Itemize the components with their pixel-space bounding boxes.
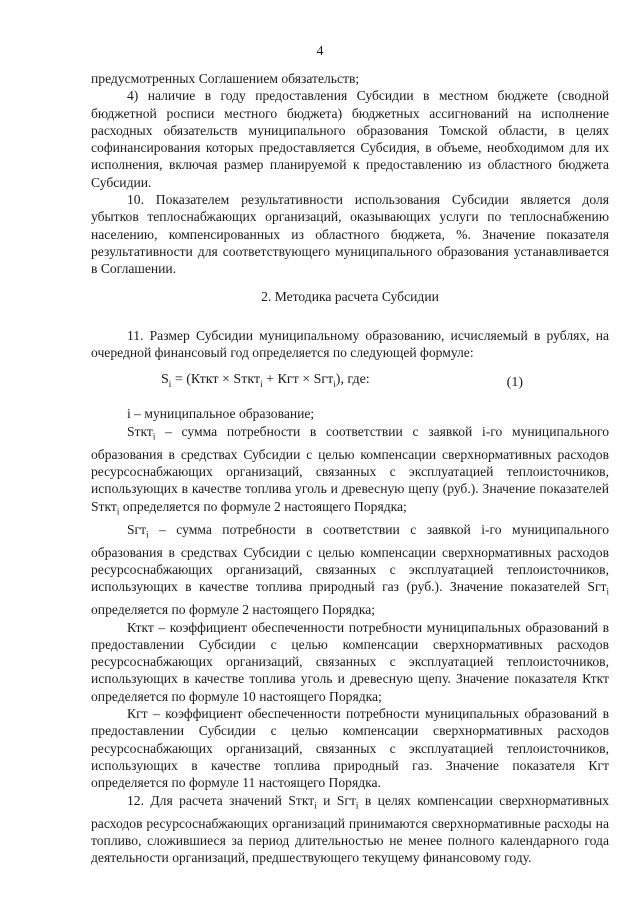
formula-number: (1) [506, 374, 523, 390]
definition-stkt: Sткт$_i$ – сумма потребности в соответствии с заявкой i-го муниципального образования в средствах Субсидии с целью компенсации сверхнормативных расходов ресурсоснабжающих организаций, связанных с эксплуатацией теплоисточников, использующих в качестве топлива уголь и древесную щепу (руб.). Значение показателей Sткт$_i$ определяется по формуле 2 настоящего Порядка; [91, 423, 609, 517]
clause-11-paragraph: 11. Размер Субсидии муниципальному образованию, исчисляемый в рублях, на очередной финансовый год определяется по следующей формуле: [91, 327, 609, 361]
clause-12-paragraph: 12. Для расчета значений Sткт$_i$ и Sгт$_i$ в целях компенсации сверхнормативных расходов ресурсоснабжающих организаций принимаются сверхнормативные расходы на топливо, сложившиеся за период длительностью не менее полного календарного года деятельности организаций, предшествующего текущему финансовому году. [91, 792, 610, 866]
definition-ktkt: Кткт – коэффициент обеспеченности потребности муниципальных образований в предоставлении Субсидии с целью компенсации сверхнормативных расходов ресурсоснабжающих организаций, связанных с эксплуатацией теплоисточников, использующих в качестве топлива уголь и древесную щепу. Значение показателя Кткт определяется по формуле 10 настоящего Порядка; [91, 619, 609, 704]
document-body [91, 70, 609, 866]
section-heading: 2. Методика расчета Субсидии [261, 288, 439, 304]
clause-10-paragraph: 10. Показателем результативности использования Субсидии является доля убытков теплоснабжающих организаций, оказывающих услуги по теплоснабжению населению, компенсированных из областного бюджета, %. Значение показателя результативности для соответствующего муниципального образования устанавливается в Соглашении. [91, 192, 609, 277]
page-number: 4 [316, 44, 324, 59]
definition-i: i – муниципальное образование; [127, 406, 315, 422]
formula-expression: $S_i$ = (Кткт × Sткт$_i$ + Кгт × Sгт$_i$), где: [161, 372, 370, 390]
item-4-paragraph: 4) наличие в году предоставления Субсидии в местном бюджете (сводной бюджетной росписи местного бюджета) бюджетных ассигнований на исполнение расходных обязательств муниципального образования Томской области, в целях софинансирования которых предоставляется Субсидия, в объеме, необходимом для их исполнения, включая размер планируемой к предоставлению из областного бюджета Субсидии. [91, 88, 609, 190]
definition-sgt: Sгт$_i$ – сумма потребности в соответствии с заявкой i-го муниципального образования в средствах Субсидии с целью компенсации сверхнормативных расходов ресурсоснабжающих организаций, связанных с эксплуатацией теплоисточников, использующих в качестве топлива природный газ (руб.). Значение показателей Sгт$_i$ определяется по формуле 2 настоящего Порядка; [91, 521, 609, 618]
definition-kgt: Кгт – коэффициент обеспеченности потребности муниципальных образований в предоставлении Субсидии с целью компенсации сверхнормативных расходов ресурсоснабжающих организаций, связанных с эксплуатацией теплоисточников, использующих в качестве топлива природный газ. Значение показателя Кгт определяется по формуле 11 настоящего Порядка. [91, 706, 609, 791]
formula-1 [91, 371, 609, 393]
continuation-paragraph: предусмотренных Соглашением обязательств; [91, 71, 360, 86]
